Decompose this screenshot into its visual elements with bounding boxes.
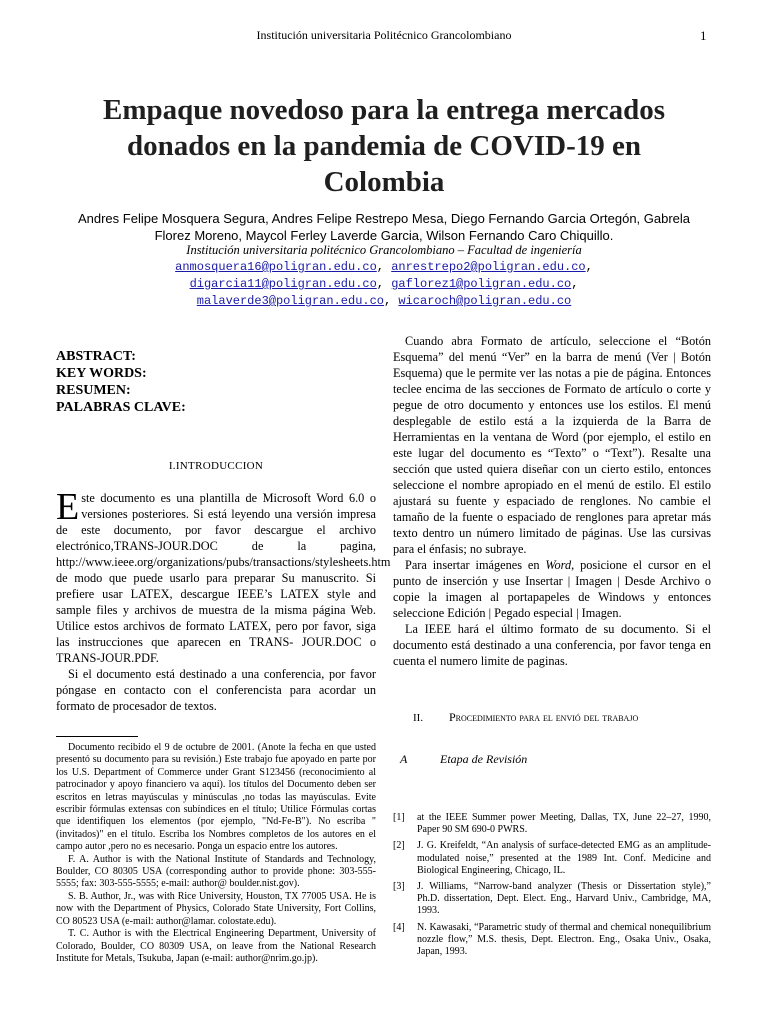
section-number: II. [413, 712, 424, 724]
reference-number: [2] [393, 840, 405, 852]
subsection-title: Etapa de Revisión [440, 752, 528, 766]
section-heading-procedimiento [393, 710, 711, 725]
reference-text: N. Kawasaki, “Parametric study of thermal and chemical nonequilibrium nozzle flow,” M.S. thesis, Dept. Electron. Eng., Osaka Univ., Osaka, Japan, 1993. [417, 921, 711, 958]
reference-text: J. G. Kreifeldt, “An analysis of surface-detected EMG as an amplitude-modulated noise,” presented at the 1989 Int. Conf. Medicine and Biological Engineering, Chicago, IL. [417, 840, 711, 876]
intro-text: ste documento es una plantilla de Microsoft Word 6.0 o versiones posteriores. Si está leyendo una versión impresa de este documento, por favor descargue el archivo electrónico,TRANS-JOUR.DOC de la pagina, http://www.ieee.org/organizations/pubs/transactions/stylesheets.htm de modo que puede usarlo para preparar Su manuscrito. Si prefiere usar LATEX, descargue IEEE’s LATEX style and sample files y archivos de muestra de la misma página Web. Utilice estos archivos de formato LATEX, pero por favor, siga las instrucciones que aparecen en TRANS- JOUR.DOC o TRANS-JOUR.PDF. [56, 491, 391, 665]
conference-paragraph: Si el documento está destinado a una conferencia, por favor póngase en contacto con el conferencista para acordar un formato de procesador de textos. [56, 667, 376, 713]
page-number: 1 [700, 28, 707, 43]
drop-cap: E [56, 486, 80, 528]
images-text-pre: Para insertar imágenes en [405, 558, 546, 572]
section-title: Procedimiento para el envió del trabajo [449, 710, 639, 724]
ieee-paragraph: La IEEE hará el último formato de su documento. Si el documento está destinado a una conferencia, por favor tenga en cuenta el numero limite de paginas. [393, 622, 711, 668]
word-emphasis: Word [545, 558, 572, 572]
key-words-label: KEY WORDS: [56, 366, 147, 381]
right-column [393, 333, 711, 669]
abstract-label: ABSTRACT: [56, 349, 136, 364]
reference-item [393, 922, 711, 959]
footnote-paragraph: F. A. Author is with the National Institute of Standards and Technology, Boulder, CO 80305 USA (corresponding author to provide phone: 303-555-5555; fax: 303-555-5555; e-mail: author@ boulder.nist.gov). [56, 853, 376, 890]
footnote-paragraph: S. B. Author, Jr., was with Rice University, Houston, TX 77005 USA. He is now with the Department of Physics, Colorado State University, Fort Collins, CO 80523 USA (e-mail: author@lamar. colostate.edu). [56, 890, 376, 927]
reference-number: [4] [393, 921, 405, 933]
footnote-block [56, 742, 376, 965]
format-paragraph: Cuando abra Formato de artículo, seleccione el “Botón Esquema” del menú “Ver” en la barra de menú (Ver | Botón Esquema) que le permite ver las notas a pie de página. Entonces teclee encima de las secciones de Formato de artículo o corte y pegue de otro documento y entonces use los estilos. El menú desplegable de estilo está a la izquierda de la Barra de Herramientas en la ventana de Word (por ejemplo, el estilo en este lugar del documento es “Texto” o “Text”). Resalte una sección que usted quiera diseñar con un cierto estilo, entonces seleccione el nombre apropiado en el menú de estilo. El estilo ajustará su fuente y espaciado de renglones. No cambie el tamaño de la fuente o espaciado de renglones para apretar más texto dentro un número limitado de páginas. Use las cursivas para el énfasis; no subraye. [393, 334, 711, 556]
paper-title: Empaque novedoso para la entrega mercados donados en la pandemia de COVID-19 en Colombia [102, 94, 666, 198]
running-header: Institución universitaria Politécnico Grancolombiano [256, 28, 512, 42]
left-column [56, 348, 391, 714]
intro-paragraph [56, 486, 391, 666]
footnote-divider [56, 736, 138, 737]
reference-text: at the IEEE Summer power Meeting, Dallas, TX, June 22–27, 1990, Paper 90 SM 690-0 PWRS. [417, 812, 711, 836]
reference-number: [3] [393, 881, 405, 893]
email-link[interactable]: anmosquera16@poligran.edu.co [175, 260, 377, 274]
reference-number: [1] [393, 812, 405, 823]
reference-item [393, 840, 711, 877]
subsection-letter: A [400, 752, 408, 766]
email-link[interactable]: wicaroch@poligran.edu.co [398, 294, 572, 308]
section-heading-introduccion: I.INTRODUCCION [168, 460, 264, 472]
footnote-paragraph: T. C. Author is with the Electrical Engineering Department, University of Colorado, Boulder, CO 80309 USA, on leave from the National Research Institute for Metals, Tsukuba, Japan (e-mail: author@nrim.go.jp). [56, 928, 376, 964]
reference-item [393, 812, 711, 836]
email-link[interactable]: digarcia11@poligran.edu.co [189, 277, 377, 291]
email-link[interactable]: anrestrepo2@poligran.edu.co [391, 260, 586, 274]
email-link[interactable]: malaverde3@poligran.edu.co [196, 294, 384, 308]
reference-text: J. Williams, “Narrow-band analyzer (Thesis or Dissertation style),” Ph.D. dissertation, Dept. Elect. Eng., Harvard Univ., Cambridge, MA, 1993. [417, 881, 711, 917]
email-list: anmosquera16@poligran.edu.co, anrestrepo2@poligran.edu.co, digarcia11@poligran.edu.co, gaflorez1@poligran.edu.co, malaverde3@poligran.edu.co, wicaroch@poligran.edu.co [175, 260, 593, 308]
author-list: Andres Felipe Mosquera Segura, Andres Felipe Restrepo Mesa, Diego Fernando Garcia Ortegón, Gabrela Florez Moreno, Maycol Ferley Laverde Garcia, Wilson Fernando Caro Chiquillo. [77, 211, 691, 243]
resumen-label: RESUMEN: [56, 383, 131, 398]
images-paragraph [393, 557, 711, 621]
subsection-heading [400, 752, 700, 767]
footnote-paragraph: Documento recibido el 9 de octubre de 2001. (Anote la fecha en que usted presentó su documento para su revisión.) Este trabajo fue apoyado en parte por los U.S. Department of Commerce under Grant S123456 (reconocimiento al patrocinador y apoyo financiero va aquí). los títulos del Documento deben ser escritos en letras mayúsculas y minúsculas ,no todas las mayúsculas. Evite escribir fórmulas extensas con subíndices en el título; Utilice Fórmulas cortas que identifiquen los elementos (por ejemplo, "Nd-Fe-B"). No escriba "(invitados)" en el título. Escriba los Nombres completos de los autores en el campo autor ,pero no es necesario. Ponga un espacio entre los autores. [56, 742, 376, 853]
palabras-clave-label: PALABRAS CLAVE: [56, 400, 186, 415]
reference-item [393, 881, 711, 918]
affiliation: Institución universitaria politécnico Grancolombiano – Facultad de ingeniería [186, 243, 582, 257]
email-link[interactable]: gaflorez1@poligran.edu.co [391, 277, 572, 291]
keywords-block [56, 348, 376, 416]
references-list [393, 812, 711, 962]
images-text-post: , posicione el cursor en el punto de inserción y use Insertar | Imagen | Desde Archivo o copie la imagen al portapapeles de Windows y entonces seleccione Edición | Pegado especial | Imagen. [393, 558, 711, 620]
